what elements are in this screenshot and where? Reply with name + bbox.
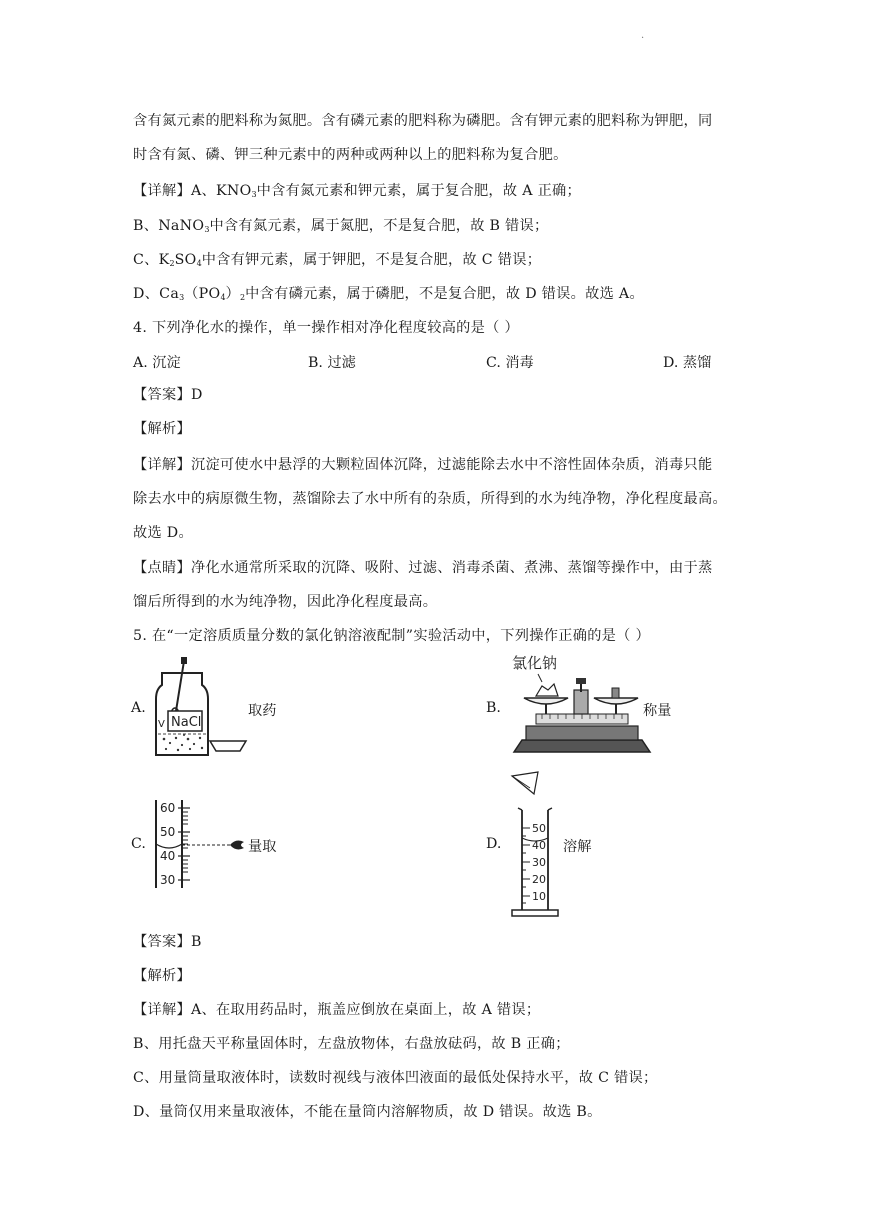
detail-q3-d-post: 中含有磷元素，属于磷肥，不是复合肥，故 D 错误。故选 A。 bbox=[245, 286, 644, 302]
q4-comment-2: 馏后所得到的水为纯净物，因此净化程度最高。 bbox=[133, 594, 438, 610]
q4-detail-3: 故选 D。 bbox=[133, 525, 193, 541]
text-line-nitrogen-fertilizer: 含有氮元素的肥料称为氮肥。含有磷元素的肥料称为磷肥。含有钾元素的肥料称为钾肥，同 bbox=[133, 113, 713, 129]
subscript: 3 bbox=[251, 190, 257, 199]
subscript: 2 bbox=[240, 293, 246, 302]
salt-pointer-line bbox=[538, 674, 542, 682]
q5-stem: 5. 在“一定溶质质量分数的氯化钠溶液配制”实验活动中，下列操作正确的是（ ） bbox=[133, 628, 650, 644]
tick-label-20: 20 bbox=[532, 873, 546, 886]
q5-option-b-letter: B. bbox=[486, 700, 501, 716]
balance-base bbox=[514, 740, 650, 752]
q4-comment-1: 【点睛】净化水通常所采取的沉降、吸附、过滤、消毒杀菌、煮沸、蒸馏等操作中，由于蒸 bbox=[133, 560, 713, 576]
balance-pointer-cap bbox=[576, 678, 586, 684]
q5-option-a-caption: 取药 bbox=[248, 703, 277, 719]
meniscus bbox=[156, 844, 182, 848]
spatula-tip bbox=[181, 657, 187, 664]
detail-q3-d bbox=[133, 284, 644, 308]
tick-label-50: 50 bbox=[160, 825, 176, 839]
q4-option-c: C. 消毒 bbox=[486, 355, 534, 371]
q4-detail-2: 除去水中的病原微生物，蒸馏除去了水中所有的杂质，所得到的水为纯净物，净化程度最高。 bbox=[133, 491, 727, 507]
cylinder-reading-figure bbox=[152, 798, 248, 890]
q5-option-c-letter: C. bbox=[131, 836, 146, 852]
subscript: 4 bbox=[196, 259, 202, 268]
bottle-label-text: NaCl bbox=[171, 715, 202, 730]
right-pan bbox=[594, 698, 638, 704]
detail-q3-c bbox=[133, 250, 541, 274]
dish bbox=[210, 741, 246, 751]
subscript: 3 bbox=[204, 225, 210, 234]
q5-option-c-caption: 量取 bbox=[248, 839, 277, 855]
detail-q3-b-post: 中含有氮元素，属于氮肥，不是复合肥，故 B 错误； bbox=[209, 218, 549, 234]
tick-label-30: 30 bbox=[532, 856, 546, 869]
q5-option-a-letter: A. bbox=[131, 700, 146, 716]
q5-option-b-caption: 称量 bbox=[643, 703, 672, 719]
detail-q3-d-mid: （PO bbox=[184, 286, 221, 302]
header-dot: . bbox=[641, 30, 645, 41]
subscript: 3 bbox=[179, 293, 185, 302]
balance-figure bbox=[512, 652, 652, 760]
q5-detail-c: C、用量筒量取液体时，读数时视线与液体凹液面的最低处保持水平，故 C 错误； bbox=[133, 1070, 658, 1086]
detail-q3-c-post: 中含有钾元素，属于钾肥，不是复合肥，故 C 错误； bbox=[201, 252, 542, 268]
q4-stem: 4. 下列净化水的操作，单一操作相对净化程度较高的是（ ） bbox=[133, 320, 519, 336]
tick-label-30: 30 bbox=[160, 873, 176, 887]
eye-icon bbox=[230, 841, 244, 850]
salt-pile bbox=[536, 684, 558, 696]
q5-option-d-letter: D. bbox=[486, 836, 502, 852]
reagent-bottle-figure bbox=[150, 655, 250, 759]
q5-detail-a: 【详解】A、在取用药品时，瓶盖应倒放在桌面上，故 A 错误； bbox=[133, 1002, 541, 1018]
paper-cone bbox=[512, 772, 538, 794]
detail-q3-d-pre: D、Ca bbox=[133, 286, 180, 302]
detail-q3-a-post: 中含有氮元素和钾元素，属于复合肥，故 A 正确； bbox=[256, 183, 582, 199]
detail-q3-a-pre: 【详解】A、KNO bbox=[133, 183, 252, 199]
q4-option-b: B. 过滤 bbox=[308, 355, 356, 371]
subscript: 4 bbox=[220, 293, 226, 302]
detail-q3-a bbox=[133, 181, 581, 205]
q4-option-a: A. 沉淀 bbox=[133, 355, 181, 371]
cylinder-dissolve-figure bbox=[508, 772, 568, 918]
q5-detail-b: B、用托盘天平称量固体时，左盘放物体，右盘放砝码，故 B 正确； bbox=[133, 1036, 570, 1052]
tick-label-40: 40 bbox=[532, 839, 546, 852]
text-line-compound-fertilizer: 时含有氮、磷、钾三种元素中的两种或两种以上的肥料称为复合肥。 bbox=[133, 147, 568, 163]
q5-option-d-caption: 溶解 bbox=[563, 839, 592, 855]
cylinder-d-base bbox=[512, 910, 558, 916]
detail-q3-c-mid: SO bbox=[174, 252, 197, 268]
cylinder-d-lip bbox=[518, 808, 552, 810]
bottle-mark: V bbox=[158, 719, 165, 730]
subscript: 2 bbox=[169, 259, 175, 268]
q4-analysis: 【解析】 bbox=[133, 421, 191, 437]
tick-label-40: 40 bbox=[160, 849, 176, 863]
q5-answer: 【答案】B bbox=[133, 934, 202, 950]
tick-label-50: 50 bbox=[532, 822, 546, 835]
weight bbox=[612, 688, 619, 698]
left-pan bbox=[524, 698, 568, 704]
balance-body bbox=[526, 726, 638, 740]
q4-answer: 【答案】D bbox=[133, 387, 203, 403]
spatula-handle bbox=[176, 661, 184, 711]
tick-label-10: 10 bbox=[532, 890, 546, 903]
balance-pillar bbox=[574, 690, 588, 714]
salt-label: 氯化钠 bbox=[512, 654, 558, 672]
q5-analysis: 【解析】 bbox=[133, 968, 191, 984]
detail-q3-c-pre: C、K bbox=[133, 252, 170, 268]
detail-q3-b bbox=[133, 216, 549, 240]
q4-option-d: D. 蒸馏 bbox=[663, 355, 712, 371]
detail-q3-b-pre: B、NaNO bbox=[133, 218, 205, 234]
tick-label-60: 60 bbox=[160, 801, 176, 815]
q5-detail-d: D、量筒仅用来量取液体，不能在量筒内溶解物质，故 D 错误。故选 B。 bbox=[133, 1104, 602, 1120]
detail-q3-d-mid2: ） bbox=[225, 286, 241, 302]
q4-detail-1: 【详解】沉淀可使水中悬浮的大颗粒固体沉降，过滤能除去水中不溶性固体杂质，消毒只能 bbox=[133, 457, 713, 473]
bottle-solid-particles bbox=[163, 734, 204, 751]
